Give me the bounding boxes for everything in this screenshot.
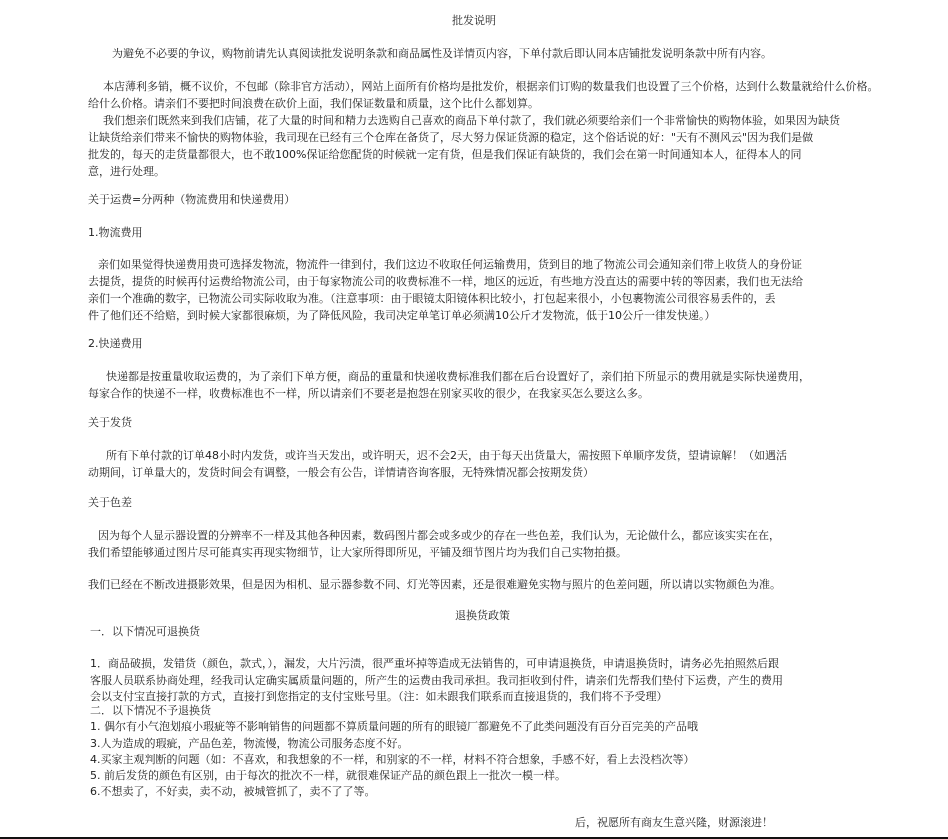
intro-text: 为避免不必要的争议，购物前请先认真阅读批发说明条款和商品属性及详情页内容，下单付款后即认同本店铺批发说明条款中所有内容。 xyxy=(112,47,772,60)
non-return-item: 5. 前后发货的颜色有区别，由于每次的批次不一样，就很难保证产品的颜色跟上一批次一模一样。 xyxy=(90,769,566,782)
color-diff-text-line: 我们希望能够通过图片尽可能真实再现实物细节，让大家所得即所见，平铺及细节图片均为我们自己实物拍摄。 xyxy=(88,546,627,559)
logistics-text-line: 亲们一个准确的数字，已物流公司实际收取为准。（注意事项：由于眼镜太阳镜体积比较小，打包起来很小，小包裹物流公司很容易丢件的，丢 xyxy=(88,292,776,305)
signoff-text: 后，祝愿所有商友生意兴隆，财源滚进！ xyxy=(575,816,773,829)
delivery-text-line: 动期间，订单量大的，发货时间会有调整，一般会有公告，详情请咨询客服，无特殊情况都会按期发货） xyxy=(88,466,594,479)
returns-item-text-line: 1．商品破损，发错货（颜色，款式，），漏发，大片污渍，很严重坏掉等造成无法销售的，可申请退换货，申请退换货时，请务必先拍照然后跟 xyxy=(90,657,779,670)
non-return-item: 3.人为造成的瑕疵，产品色差，物流慢，物流公司服务态度不好。 xyxy=(90,737,409,750)
logistics-text-line: 去提货，提货的时候再付运费给物流公司，由于每家物流公司的收费标准不一样，地区的远近，有些地方没直达的需要中转的等因素，我们也无法给 xyxy=(88,275,803,288)
returns-section-not-returnable: 二．以下情况不予退换货 xyxy=(90,704,211,717)
delivery-heading: 关于发货 xyxy=(88,416,132,429)
stock-text-line: 批发的，每天的走货量都很大，也不敢100%保证给您配货的时候就一定有货，但是我们保证有缺货的，我们会在第一时间通知本人，征得本人的同 xyxy=(88,148,802,161)
delivery-text-line: 所有下单付款的订单48小时内发货，或许当天发出，或许明天，迟不会2天，由于每天出货量大，需按照下单顺序发货，望请谅解！（如遇活 xyxy=(106,449,787,462)
returns-item-text-line: 客服人员联系协商处理，经我司认定确实属质量问题的，所产生的运费由我司承担。我司拒收到付件，请亲们先帮我们垫付下运费，产生的费用 xyxy=(90,674,783,687)
document-title: 批发说明 xyxy=(452,14,496,27)
returns-section-returnable: 一．以下情况可退换货 xyxy=(90,625,200,638)
shipping-heading: 关于运费=分两种（物流费用和快递费用） xyxy=(88,193,296,206)
color-diff-text-line: 因为每个人显示器设置的分辨率不一样及其他各种因素，数码图片都会或多或少的存在一些色差，我们认为，无论做什么，都应该实实在在， xyxy=(98,529,780,542)
logistics-heading: 1.物流费用 xyxy=(88,226,143,239)
non-return-item: 4.买家主观判断的问题（如：不喜欢，和我想象的不一样，和别家的不一样，材料不符合想象，手感不好，看上去没档次等） xyxy=(90,753,695,766)
non-return-item: 6.不想卖了，不好卖，卖不动，被城管抓了，卖不了了等。 xyxy=(90,785,376,798)
logistics-text-line: 件了他们还不给赔，到时候大家都很麻烦，为了降低风险，我司决定单笔订单必须满10公斤才发物流，低于10公斤一律发快递。） xyxy=(88,309,716,322)
stock-text-line: 意，进行处理。 xyxy=(88,165,165,178)
returns-item-text-line: 会以支付宝直接打款的方式，直接打到您指定的支付宝账号里。（注：如未跟我们联系而直接退货的，我们将不予受理） xyxy=(90,690,668,703)
color-diff-text-line: 我们已经在不断改进摄影效果，但是因为相机、显示器参数不同、灯光等因素，还是很难避免实物与照片的色差问题，所以请以实物颜色为准。 xyxy=(88,578,781,591)
returns-heading: 退换货政策 xyxy=(455,609,510,622)
logistics-text-line: 亲们如果觉得快递费用贵可选择发物流，物流件一律到付，我们这边不收取任何运输费用，货到目的地了物流公司会通知亲们带上收货人的身份证 xyxy=(98,258,802,271)
express-heading: 2.快递费用 xyxy=(88,337,143,350)
pricing-text-line: 给什么价格。请亲们不要把时间浪费在砍价上面，我们保证数量和质量，这个比什么都划算。 xyxy=(88,97,539,110)
non-return-item: 1. 偶尔有小气泡划痕小瑕疵等不影响销售的问题都不算质量问题的所有的眼镜厂都避免不了此类问题没有百分百完美的产品哦 xyxy=(90,720,698,733)
express-text-line: 快递都是按重量收取运费的，为了亲们下单方便，商品的重量和快递收费标准我们都在后台设置好了，亲们拍下所显示的费用就是实际快递费用， xyxy=(106,370,810,383)
express-text-line: 每家合作的快递不一样，收费标准也不一样，所以请亲们不要老是抱怨在别家买收的很少，在我家买怎么要这么多。 xyxy=(88,387,649,400)
pricing-text-line: 本店薄利多销，概不议价，不包邮（除非官方活动），网站上面所有价格均是批发价，根据亲们订购的数量我们也设置了三个价格，达到什么数量就给什么价格。 xyxy=(103,80,879,93)
stock-text-line: 让缺货给亲们带来不愉快的购物体验，我司现在已经有三个仓库在备货了，尽大努力保证货源的稳定，这个俗话说的好："天有不测风云"因为我们是做 xyxy=(88,131,814,144)
color-diff-heading: 关于色差 xyxy=(88,496,132,509)
stock-text-line: 我们想亲们既然来到我们店铺，花了大量的时间和精力去选购自己喜欢的商品下单付款了，我们就必须要给亲们一个非常愉快的购物体验，如果因为缺货 xyxy=(103,114,840,127)
